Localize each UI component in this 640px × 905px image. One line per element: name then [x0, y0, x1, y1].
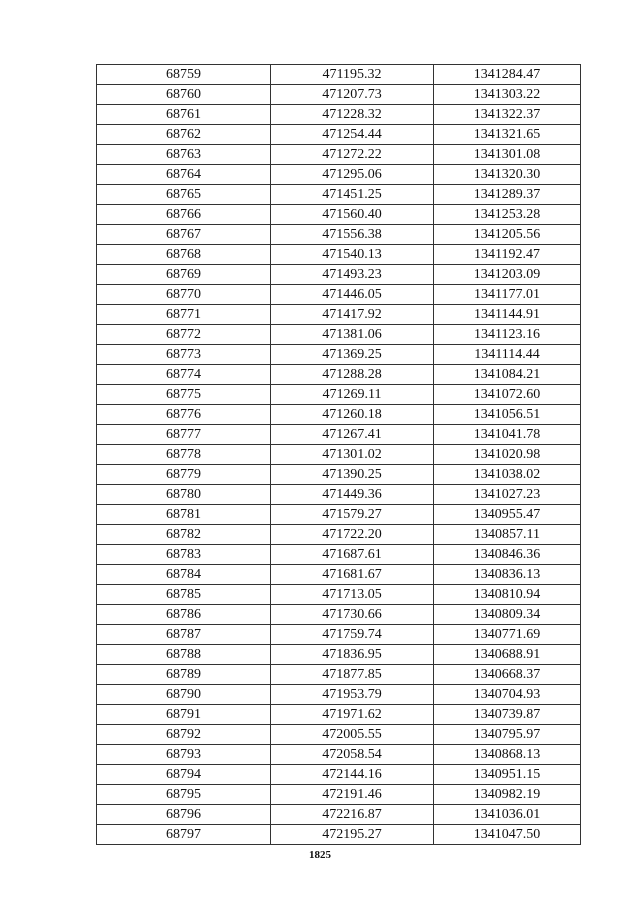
- point-id-cell: 68774: [97, 365, 271, 385]
- y-coordinate-cell: 1340739.87: [434, 705, 581, 725]
- y-coordinate-cell: 1341177.01: [434, 285, 581, 305]
- x-coordinate-cell: 471195.32: [271, 65, 434, 85]
- y-coordinate-cell: 1340688.91: [434, 645, 581, 665]
- page-number: 1825: [309, 849, 331, 861]
- point-id-cell: 68762: [97, 125, 271, 145]
- table-row: [97, 105, 581, 125]
- point-id-cell: 68781: [97, 505, 271, 525]
- y-coordinate-cell: 1340836.13: [434, 565, 581, 585]
- point-id-cell: 68793: [97, 745, 271, 765]
- y-coordinate-cell: 1341205.56: [434, 225, 581, 245]
- point-id-cell: 68761: [97, 105, 271, 125]
- y-coordinate-cell: 1341303.22: [434, 85, 581, 105]
- y-coordinate-cell: 1340955.47: [434, 505, 581, 525]
- point-id-cell: 68769: [97, 265, 271, 285]
- point-id-cell: 68778: [97, 445, 271, 465]
- x-coordinate-cell: 471971.62: [271, 705, 434, 725]
- x-coordinate-cell: 471877.85: [271, 665, 434, 685]
- table-row: [97, 705, 581, 725]
- point-id-cell: 68775: [97, 385, 271, 405]
- y-coordinate-cell: 1341047.50: [434, 825, 581, 845]
- point-id-cell: 68791: [97, 705, 271, 725]
- table-row: [97, 165, 581, 185]
- y-coordinate-cell: 1341041.78: [434, 425, 581, 445]
- point-id-cell: 68766: [97, 205, 271, 225]
- table-row: [97, 565, 581, 585]
- x-coordinate-cell: 471417.92: [271, 305, 434, 325]
- y-coordinate-cell: 1340795.97: [434, 725, 581, 745]
- point-id-cell: 68773: [97, 345, 271, 365]
- point-id-cell: 68789: [97, 665, 271, 685]
- table-row: [97, 425, 581, 445]
- y-coordinate-cell: 1340857.11: [434, 525, 581, 545]
- table-row: [97, 605, 581, 625]
- y-coordinate-cell: 1341072.60: [434, 385, 581, 405]
- point-id-cell: 68790: [97, 685, 271, 705]
- x-coordinate-cell: 472191.46: [271, 785, 434, 805]
- x-coordinate-cell: 471272.22: [271, 145, 434, 165]
- y-coordinate-cell: 1341192.47: [434, 245, 581, 265]
- x-coordinate-cell: 471730.66: [271, 605, 434, 625]
- y-coordinate-cell: 1340846.36: [434, 545, 581, 565]
- table-row: [97, 465, 581, 485]
- x-coordinate-cell: 471681.67: [271, 565, 434, 585]
- table-row: [97, 145, 581, 165]
- table-row: [97, 525, 581, 545]
- table-row: [97, 685, 581, 705]
- x-coordinate-cell: 471953.79: [271, 685, 434, 705]
- x-coordinate-cell: 471295.06: [271, 165, 434, 185]
- x-coordinate-cell: 471288.28: [271, 365, 434, 385]
- x-coordinate-cell: 471267.41: [271, 425, 434, 445]
- x-coordinate-cell: 471687.61: [271, 545, 434, 565]
- x-coordinate-cell: 471369.25: [271, 345, 434, 365]
- x-coordinate-cell: 471540.13: [271, 245, 434, 265]
- point-id-cell: 68770: [97, 285, 271, 305]
- x-coordinate-cell: 471254.44: [271, 125, 434, 145]
- y-coordinate-cell: 1341084.21: [434, 365, 581, 385]
- point-id-cell: 68794: [97, 765, 271, 785]
- x-coordinate-cell: 471260.18: [271, 405, 434, 425]
- x-coordinate-cell: 471390.25: [271, 465, 434, 485]
- table-row: [97, 245, 581, 265]
- x-coordinate-cell: 471722.20: [271, 525, 434, 545]
- y-coordinate-cell: 1340668.37: [434, 665, 581, 685]
- x-coordinate-cell: 471579.27: [271, 505, 434, 525]
- table-row: [97, 265, 581, 285]
- y-coordinate-cell: 1341123.16: [434, 325, 581, 345]
- point-id-cell: 68792: [97, 725, 271, 745]
- x-coordinate-cell: 471446.05: [271, 285, 434, 305]
- x-coordinate-cell: 471381.06: [271, 325, 434, 345]
- x-coordinate-cell: 471269.11: [271, 385, 434, 405]
- point-id-cell: 68788: [97, 645, 271, 665]
- table-row: [97, 585, 581, 605]
- table-row: [97, 225, 581, 245]
- coordinate-table-container: [96, 64, 580, 845]
- table-row: [97, 805, 581, 825]
- y-coordinate-cell: 1341203.09: [434, 265, 581, 285]
- point-id-cell: 68780: [97, 485, 271, 505]
- table-row: [97, 625, 581, 645]
- point-id-cell: 68768: [97, 245, 271, 265]
- y-coordinate-cell: 1341114.44: [434, 345, 581, 365]
- x-coordinate-cell: 471493.23: [271, 265, 434, 285]
- table-row: [97, 785, 581, 805]
- y-coordinate-cell: 1341036.01: [434, 805, 581, 825]
- table-row: [97, 65, 581, 85]
- table-row: [97, 545, 581, 565]
- y-coordinate-cell: 1340809.34: [434, 605, 581, 625]
- table-row: [97, 305, 581, 325]
- table-row: [97, 765, 581, 785]
- point-id-cell: 68786: [97, 605, 271, 625]
- x-coordinate-cell: 472216.87: [271, 805, 434, 825]
- point-id-cell: 68785: [97, 585, 271, 605]
- point-id-cell: 68764: [97, 165, 271, 185]
- y-coordinate-cell: 1340704.93: [434, 685, 581, 705]
- coordinate-table: [96, 64, 581, 845]
- table-row: [97, 405, 581, 425]
- x-coordinate-cell: 472195.27: [271, 825, 434, 845]
- point-id-cell: 68797: [97, 825, 271, 845]
- y-coordinate-cell: 1341320.30: [434, 165, 581, 185]
- y-coordinate-cell: 1341056.51: [434, 405, 581, 425]
- table-row: [97, 285, 581, 305]
- x-coordinate-cell: 471207.73: [271, 85, 434, 105]
- table-body: [97, 65, 581, 845]
- x-coordinate-cell: 471449.36: [271, 485, 434, 505]
- table-row: [97, 505, 581, 525]
- point-id-cell: 68763: [97, 145, 271, 165]
- x-coordinate-cell: 471228.32: [271, 105, 434, 125]
- y-coordinate-cell: 1340868.13: [434, 745, 581, 765]
- point-id-cell: 68760: [97, 85, 271, 105]
- table-row: [97, 345, 581, 365]
- point-id-cell: 68767: [97, 225, 271, 245]
- x-coordinate-cell: 471759.74: [271, 625, 434, 645]
- y-coordinate-cell: 1340951.15: [434, 765, 581, 785]
- y-coordinate-cell: 1341322.37: [434, 105, 581, 125]
- table-row: [97, 385, 581, 405]
- point-id-cell: 68784: [97, 565, 271, 585]
- y-coordinate-cell: 1341144.91: [434, 305, 581, 325]
- y-coordinate-cell: 1341284.47: [434, 65, 581, 85]
- x-coordinate-cell: 472144.16: [271, 765, 434, 785]
- x-coordinate-cell: 471556.38: [271, 225, 434, 245]
- point-id-cell: 68779: [97, 465, 271, 485]
- y-coordinate-cell: 1340982.19: [434, 785, 581, 805]
- table-row: [97, 485, 581, 505]
- table-row: [97, 325, 581, 345]
- point-id-cell: 68759: [97, 65, 271, 85]
- x-coordinate-cell: 471836.95: [271, 645, 434, 665]
- table-row: [97, 205, 581, 225]
- y-coordinate-cell: 1341027.23: [434, 485, 581, 505]
- point-id-cell: 68772: [97, 325, 271, 345]
- point-id-cell: 68776: [97, 405, 271, 425]
- point-id-cell: 68796: [97, 805, 271, 825]
- x-coordinate-cell: 471713.05: [271, 585, 434, 605]
- y-coordinate-cell: 1341321.65: [434, 125, 581, 145]
- x-coordinate-cell: 471301.02: [271, 445, 434, 465]
- point-id-cell: 68782: [97, 525, 271, 545]
- point-id-cell: 68783: [97, 545, 271, 565]
- point-id-cell: 68765: [97, 185, 271, 205]
- y-coordinate-cell: 1340810.94: [434, 585, 581, 605]
- table-row: [97, 185, 581, 205]
- point-id-cell: 68771: [97, 305, 271, 325]
- y-coordinate-cell: 1341253.28: [434, 205, 581, 225]
- point-id-cell: 68795: [97, 785, 271, 805]
- point-id-cell: 68787: [97, 625, 271, 645]
- x-coordinate-cell: 471560.40: [271, 205, 434, 225]
- x-coordinate-cell: 471451.25: [271, 185, 434, 205]
- table-row: [97, 645, 581, 665]
- y-coordinate-cell: 1341038.02: [434, 465, 581, 485]
- table-row: [97, 665, 581, 685]
- y-coordinate-cell: 1340771.69: [434, 625, 581, 645]
- y-coordinate-cell: 1341020.98: [434, 445, 581, 465]
- x-coordinate-cell: 472005.55: [271, 725, 434, 745]
- table-row: [97, 125, 581, 145]
- y-coordinate-cell: 1341301.08: [434, 145, 581, 165]
- x-coordinate-cell: 472058.54: [271, 745, 434, 765]
- table-row: [97, 825, 581, 845]
- y-coordinate-cell: 1341289.37: [434, 185, 581, 205]
- table-row: [97, 445, 581, 465]
- table-row: [97, 725, 581, 745]
- point-id-cell: 68777: [97, 425, 271, 445]
- table-row: [97, 85, 581, 105]
- table-row: [97, 745, 581, 765]
- table-row: [97, 365, 581, 385]
